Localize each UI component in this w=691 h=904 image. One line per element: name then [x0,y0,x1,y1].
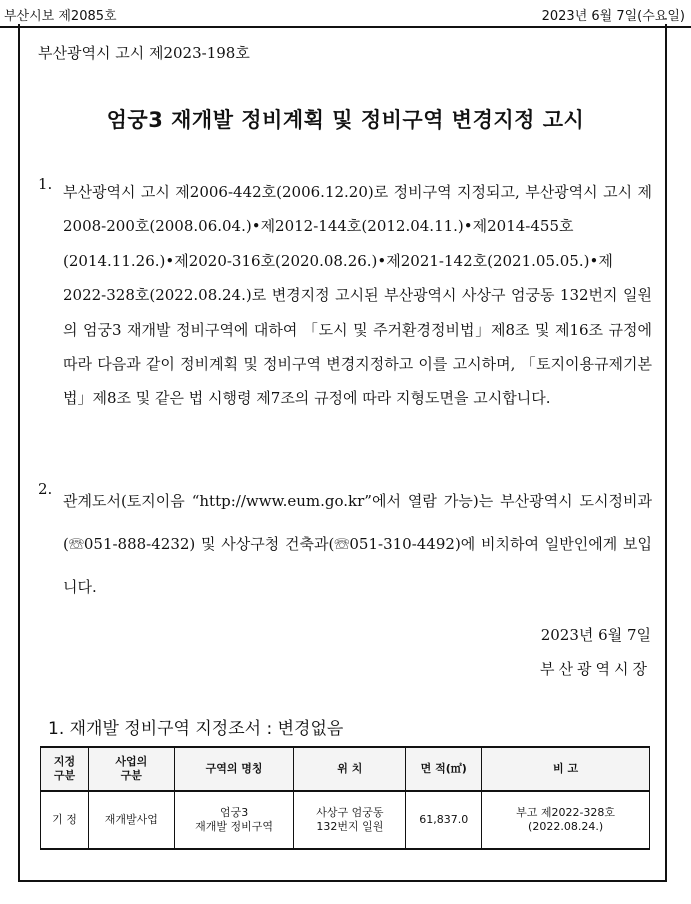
page-header [4,4,685,24]
table-header-row [41,747,650,791]
publication-label: 부산시보 제2085호 [4,8,117,24]
table-header-cell: 사업의 구분 [88,747,174,791]
item-1-number: 1. [38,175,53,193]
table-header-cell: 위 치 [294,747,406,791]
table-cell: 기 정 [41,791,89,849]
notice-item-2 [38,480,652,609]
table-cell: 재개발사업 [88,791,174,849]
publication-date: 2023년 6월 7일(수요일) [541,8,685,24]
table-row [41,791,650,849]
notice-number: 부산광역시 고시 제2023-198호 [38,44,250,62]
table-cell: 엄궁3 재개발 정비구역 [174,791,294,849]
notice-title: 엄궁3 재개발 정비계획 및 정비구역 변경지정 고시 [106,108,585,132]
table-cell: 부고 제2022-328호 (2022.08.24.) [482,791,650,849]
sign-date: 2023년 6월 7일 [540,626,651,644]
table-header-cell: 구역의 명칭 [174,747,294,791]
notice-item-1 [38,175,652,416]
item-1-text: 부산광역시 고시 제2006-442호(2006.12.20)로 정비구역 지정되고, 부산광역시 고시 제2008-200호(2008.06.04.)•제2012-144호(2012.04.11.)•제2014-455호(2014.11.26.)•제2020-316호(2020.08.26.)•제2021-142호(2021.05.05.)•제2022-328호(2022.08.24.)로 변경지정 고시된 부산광역시 사상구 엄궁동 132번지 일원의 엄궁3 재개발 정비구역에 대하여 「도시 및 주거환경정비법」제8조 및 제16조 규정에 따라 다음과 같이 정비계획 및 정비구역 변경지정하고 이를 고시하며, 「토지이용규제기본법」제8조 및 같은 법 시행령 제7조의 규정에 따라 지형도면을 고시합니다. [63,183,652,408]
table-cell: 사상구 엄궁동 132번지 일원 [294,791,406,849]
table-header-cell: 지정 구분 [41,747,89,791]
table-cell: 61,837.0 [406,791,482,849]
item-2-number: 2. [38,480,53,498]
table-header-cell: 면 적(㎡) [406,747,482,791]
signer-name: 부산광역시장 [540,660,651,678]
section-heading: 1. 재개발 정비구역 지정조서 : 변경없음 [48,719,344,739]
item-2-text: 관계도서(토지이음 “http://www.eum.go.kr”에서 열람 가능)는 부산광역시 도시정비과(☏051-888-4232) 및 사상구청 건축과(☏051-310-4492)에 비치하여 일반인에게 보입니다. [63,492,652,596]
table-header-cell: 비 고 [482,747,650,791]
designation-table [40,746,650,850]
